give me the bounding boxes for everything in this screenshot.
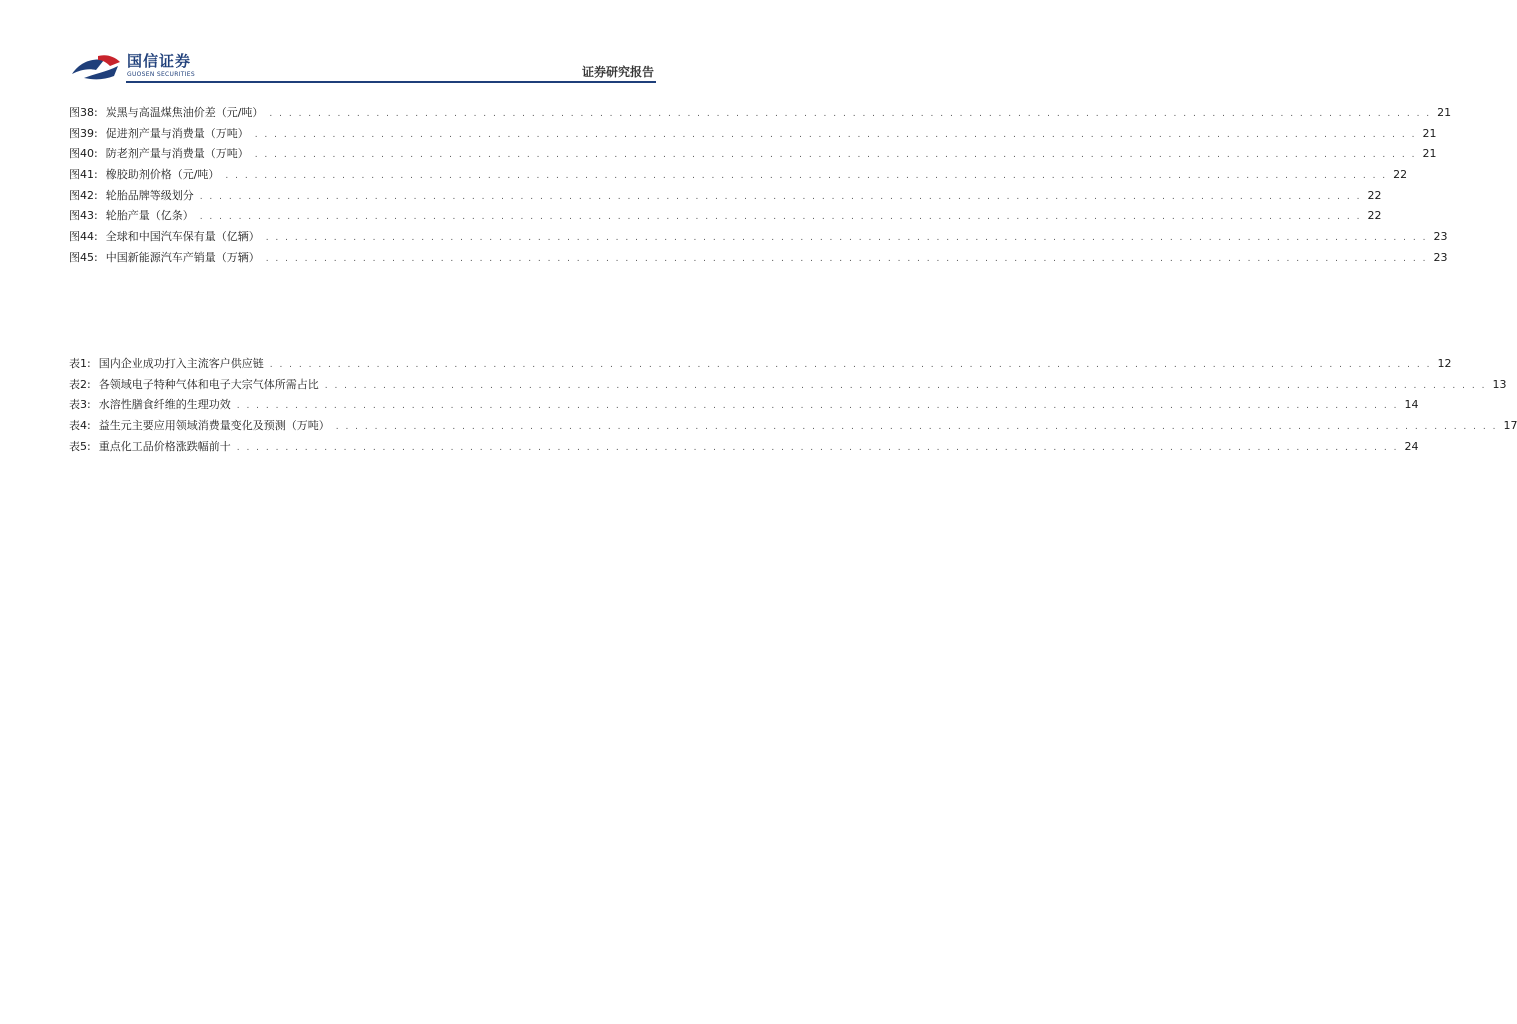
table-number: 表5:	[69, 439, 91, 453]
table-title: 各领域电子特种气体和电子大宗气体所需占比	[98, 377, 319, 391]
table-page-number: 13	[1492, 377, 1507, 391]
report-type-label: 证券研究报告	[581, 65, 654, 79]
figure-list	[69, 103, 1452, 269]
table-page-number: 12	[1437, 357, 1452, 370]
figure-entry[interactable]	[69, 124, 1437, 145]
table-title: 国内企业成功打入主流客户供应链	[98, 357, 264, 370]
figure-number: 图40:	[69, 147, 98, 161]
figure-entry[interactable]	[69, 144, 1437, 165]
logo-company-name-en: GUOSEN SECURITIES	[127, 71, 196, 78]
figure-entry[interactable]	[69, 186, 1382, 207]
figure-entry[interactable]	[69, 248, 1448, 269]
page-header	[0, 0, 724, 90]
figure-number: 图42:	[69, 188, 98, 202]
figure-entry[interactable]	[69, 227, 1448, 248]
dot-leader: . . . . . . . . . . . . . . . . . . . . . . . . . . . . . . . . . . . . . . . . . . . . . . . . . . . . . . . . . . . . . . . . . . . . . . . . . . . . . . . . . . . . . . . . . . . . . . . . . . . . . . . . . . . . . . . . . . . . . . . .	[199, 191, 1362, 202]
figure-title: 炭黑与高温煤焦油价差（元/吨）	[105, 106, 264, 119]
dot-leader: . . . . . . . . . . . . . . . . . . . . . . . . . . . . . . . . . . . . . . . . . . . . . . . . . . . . . . . . . . . . . . . . . . . . . . . . . . . . . . . . . . . . . . . . . . . . . . . . . . . . . . . . . . . . . . . . . . . . . . . .	[265, 253, 1428, 264]
dot-leader: . . . . . . . . . . . . . . . . . . . . . . . . . . . . . . . . . . . . . . . . . . . . . . . . . . . . . . . . . . . . . . . . . . . . . . . . . . . . . . . . . . . . . . . . . . . . . . . . . . . . . . . . . . . . . . . . . . . . . . . .	[199, 212, 1362, 223]
guosen-logo-icon	[70, 52, 122, 82]
dot-leader: . . . . . . . . . . . . . . . . . . . . . . . . . . . . . . . . . . . . . . . . . . . . . . . . . . . . . . . . . . . . . . . . . . . . . . . . . . . . . . . . . . . . . . . . . . . . . . . . . . . . . . . . . . . . . . . . . . . . . . . .	[269, 109, 1432, 119]
figure-title: 中国新能源汽车产销量（万辆）	[105, 250, 260, 264]
dot-leader: . . . . . . . . . . . . . . . . . . . . . . . . . . . . . . . . . . . . . . . . . . . . . . . . . . . . . . . . . . . . . . . . . . . . . . . . . . . . . . . . . . . . . . . . . . . . . . . . . . . . . . . . . . . . . . . . . . . . . . . .	[236, 442, 1399, 453]
dot-leader: . . . . . . . . . . . . . . . . . . . . . . . . . . . . . . . . . . . . . . . . . . . . . . . . . . . . . . . . . . . . . . . . . . . . . . . . . . . . . . . . . . . . . . . . . . . . . . . . . . . . . . . . . . . . . . . . . . . . . . . .	[324, 380, 1487, 391]
figure-entry[interactable]	[69, 206, 1382, 227]
table-number: 表1:	[69, 357, 91, 370]
table-number: 表3:	[69, 398, 91, 412]
figure-number: 图38:	[69, 106, 98, 119]
table-title: 益生元主要应用领域消费量变化及预测（万吨）	[98, 419, 330, 433]
table-number: 表2:	[69, 377, 91, 391]
table-page-number: 17	[1503, 419, 1517, 433]
figure-page-number: 21	[1437, 106, 1452, 119]
table-number: 表4:	[69, 419, 91, 433]
figure-page-number: 22	[1393, 168, 1408, 182]
figure-page-number: 23	[1433, 250, 1448, 264]
figure-title: 轮胎品牌等级划分	[105, 188, 194, 202]
table-entry[interactable]	[69, 437, 1419, 458]
dot-leader: . . . . . . . . . . . . . . . . . . . . . . . . . . . . . . . . . . . . . . . . . . . . . . . . . . . . . . . . . . . . . . . . . . . . . . . . . . . . . . . . . . . . . . . . . . . . . . . . . . . . . . . . . . . . . . . . . . . . . . . .	[265, 233, 1428, 244]
logo-company-name: 国信证券	[127, 52, 192, 70]
figure-number: 图44:	[69, 230, 98, 244]
figure-title: 橡胶助剂价格（元/吨）	[105, 168, 220, 182]
figure-title: 防老剂产量与消费量（万吨）	[105, 147, 249, 161]
dot-leader: . . . . . . . . . . . . . . . . . . . . . . . . . . . . . . . . . . . . . . . . . . . . . . . . . . . . . . . . . . . . . . . . . . . . . . . . . . . . . . . . . . . . . . . . . . . . . . . . . . . . . . . . . . . . . . . . . . . . . . . .	[269, 360, 1432, 370]
table-list	[69, 354, 1517, 457]
dot-leader: . . . . . . . . . . . . . . . . . . . . . . . . . . . . . . . . . . . . . . . . . . . . . . . . . . . . . . . . . . . . . . . . . . . . . . . . . . . . . . . . . . . . . . . . . . . . . . . . . . . . . . . . . . . . . . . . . . . . . . . .	[335, 422, 1498, 433]
table-entry[interactable]	[69, 375, 1507, 396]
figure-number: 图43:	[69, 209, 98, 223]
dot-leader: . . . . . . . . . . . . . . . . . . . . . . . . . . . . . . . . . . . . . . . . . . . . . . . . . . . . . . . . . . . . . . . . . . . . . . . . . . . . . . . . . . . . . . . . . . . . . . . . . . . . . . . . . . . . . . . . . . . . . . . .	[225, 171, 1388, 182]
table-title: 水溶性膳食纤维的生理功效	[98, 398, 231, 412]
figure-title: 全球和中国汽车保有量（亿辆）	[105, 230, 260, 244]
dot-leader: . . . . . . . . . . . . . . . . . . . . . . . . . . . . . . . . . . . . . . . . . . . . . . . . . . . . . . . . . . . . . . . . . . . . . . . . . . . . . . . . . . . . . . . . . . . . . . . . . . . . . . . . . . . . . . . . . . . . . . . .	[236, 401, 1399, 412]
figure-entry[interactable]	[69, 165, 1408, 186]
figure-page-number: 23	[1433, 230, 1448, 244]
table-entry[interactable]	[69, 395, 1419, 416]
figure-page-number: 21	[1422, 126, 1437, 140]
dot-leader: . . . . . . . . . . . . . . . . . . . . . . . . . . . . . . . . . . . . . . . . . . . . . . . . . . . . . . . . . . . . . . . . . . . . . . . . . . . . . . . . . . . . . . . . . . . . . . . . . . . . . . . . . . . . . . . . . . . . . . . .	[254, 129, 1417, 140]
figure-number: 图39:	[69, 126, 98, 140]
figure-title: 促进剂产量与消费量（万吨）	[105, 126, 249, 140]
company-logo	[70, 50, 210, 84]
table-entry[interactable]	[69, 354, 1452, 375]
table-page-number: 14	[1404, 398, 1419, 412]
figure-page-number: 22	[1367, 188, 1382, 202]
dot-leader: . . . . . . . . . . . . . . . . . . . . . . . . . . . . . . . . . . . . . . . . . . . . . . . . . . . . . . . . . . . . . . . . . . . . . . . . . . . . . . . . . . . . . . . . . . . . . . . . . . . . . . . . . . . . . . . . . . . . . . . .	[254, 150, 1417, 161]
figure-page-number: 21	[1422, 147, 1437, 161]
figure-number: 图45:	[69, 250, 98, 264]
figure-page-number: 22	[1367, 209, 1382, 223]
table-entry[interactable]	[69, 416, 1517, 437]
figure-number: 图41:	[69, 168, 98, 182]
table-page-number: 24	[1404, 439, 1419, 453]
figure-entry[interactable]	[69, 103, 1452, 124]
header-divider	[126, 81, 656, 83]
table-title: 重点化工品价格涨跌幅前十	[98, 439, 231, 453]
figure-title: 轮胎产量（亿条）	[105, 209, 194, 223]
